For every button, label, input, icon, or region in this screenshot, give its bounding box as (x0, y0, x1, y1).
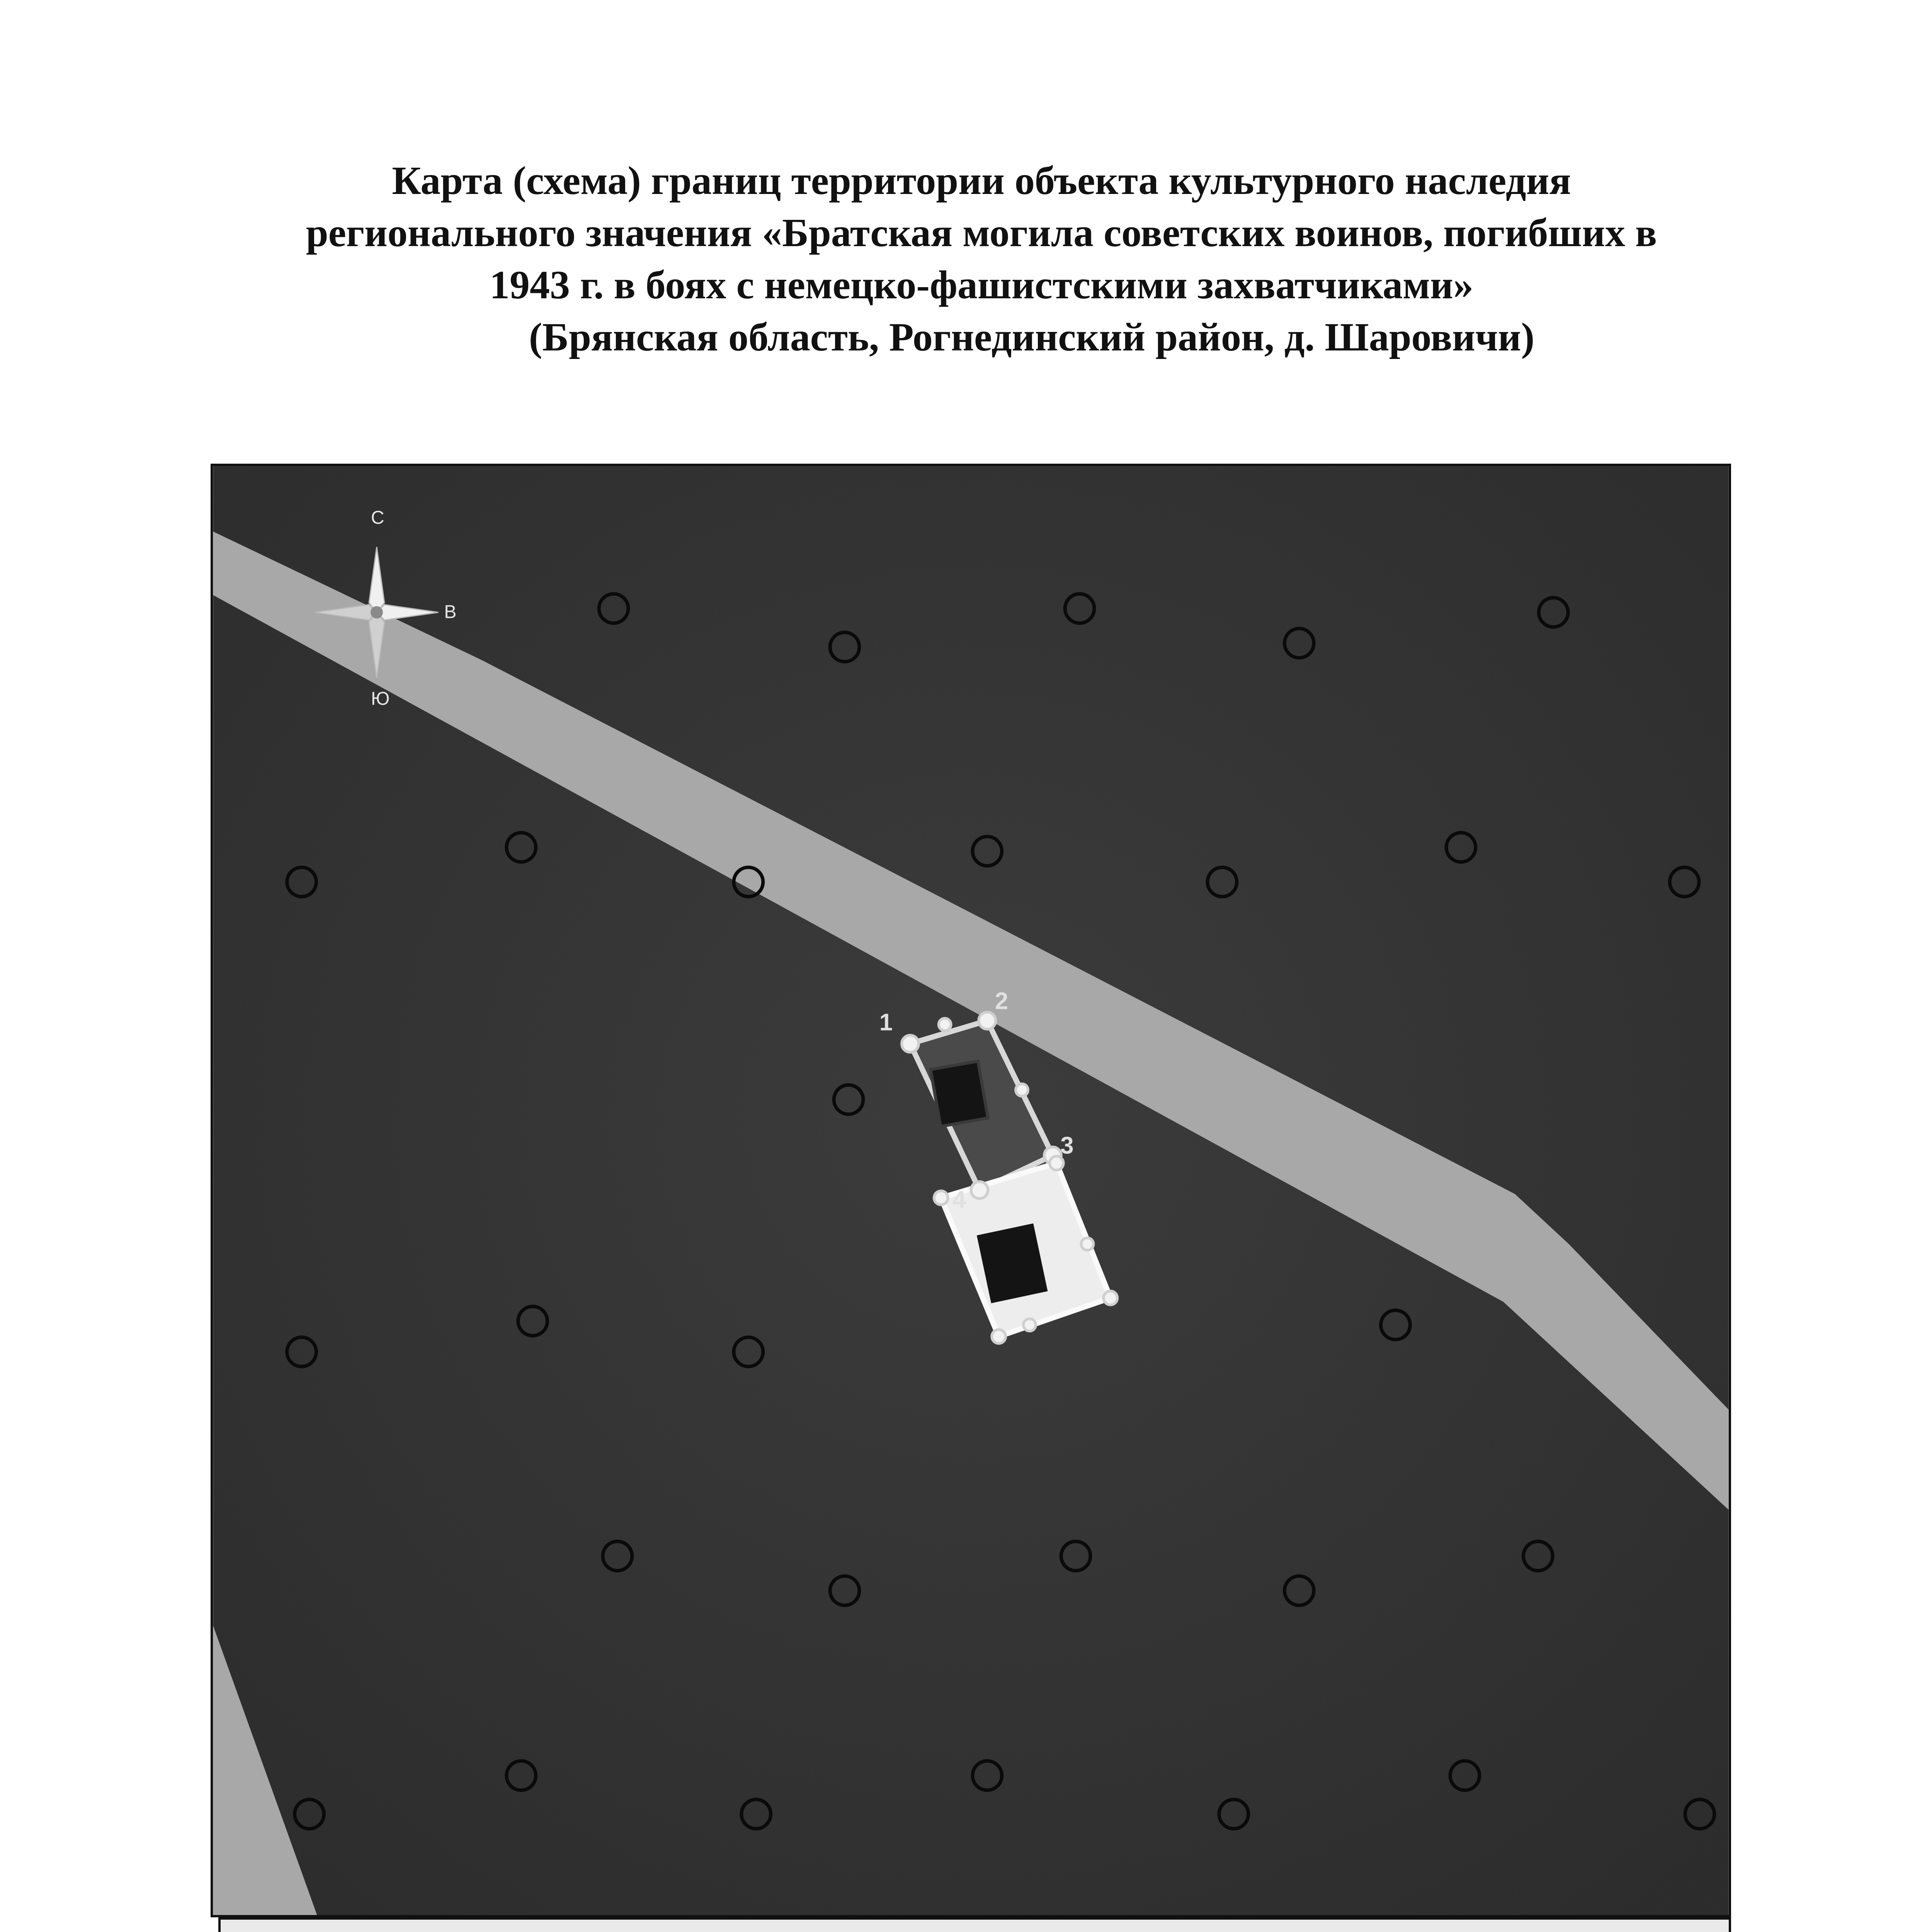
boundary-point-label: 1 (879, 1009, 893, 1036)
title-line: 1943 г. в боях с немецко-фашистскими захватчиками» (490, 263, 1473, 307)
fence-point (1104, 1291, 1117, 1305)
turning-point (971, 1182, 988, 1199)
fence-point (1024, 1319, 1036, 1331)
map-canvas (213, 466, 1729, 1915)
boundary-point-label: 4 (952, 1186, 966, 1213)
compass-east-label: В (444, 602, 457, 622)
compass-south-label: Ю (371, 689, 390, 709)
map-area (211, 464, 1731, 1917)
boundary-point-label: 2 (995, 988, 1009, 1015)
title-line: (Брянская область, Рогнединский район, д. Шаровичи) (529, 315, 1535, 359)
map-title (170, 155, 1793, 363)
title-line: Карта (схема) границ территории объекта культурного наследия (392, 158, 1571, 203)
fence-point (939, 1018, 951, 1031)
fence-point (992, 1330, 1006, 1344)
fence-point (934, 1191, 948, 1205)
fence-point (1016, 1084, 1028, 1096)
title-line: регионального значения «Братская могила советских воинов, погибших в (306, 211, 1657, 255)
compass-north-label: С (371, 507, 384, 528)
fence-point (1081, 1238, 1094, 1250)
legend (218, 1917, 1731, 1932)
legend-title (219, 1918, 1730, 1932)
boundary-point-label: 3 (1060, 1132, 1074, 1159)
memorial-plate (930, 1061, 988, 1126)
turning-point (979, 1012, 996, 1029)
turning-point (902, 1035, 919, 1052)
